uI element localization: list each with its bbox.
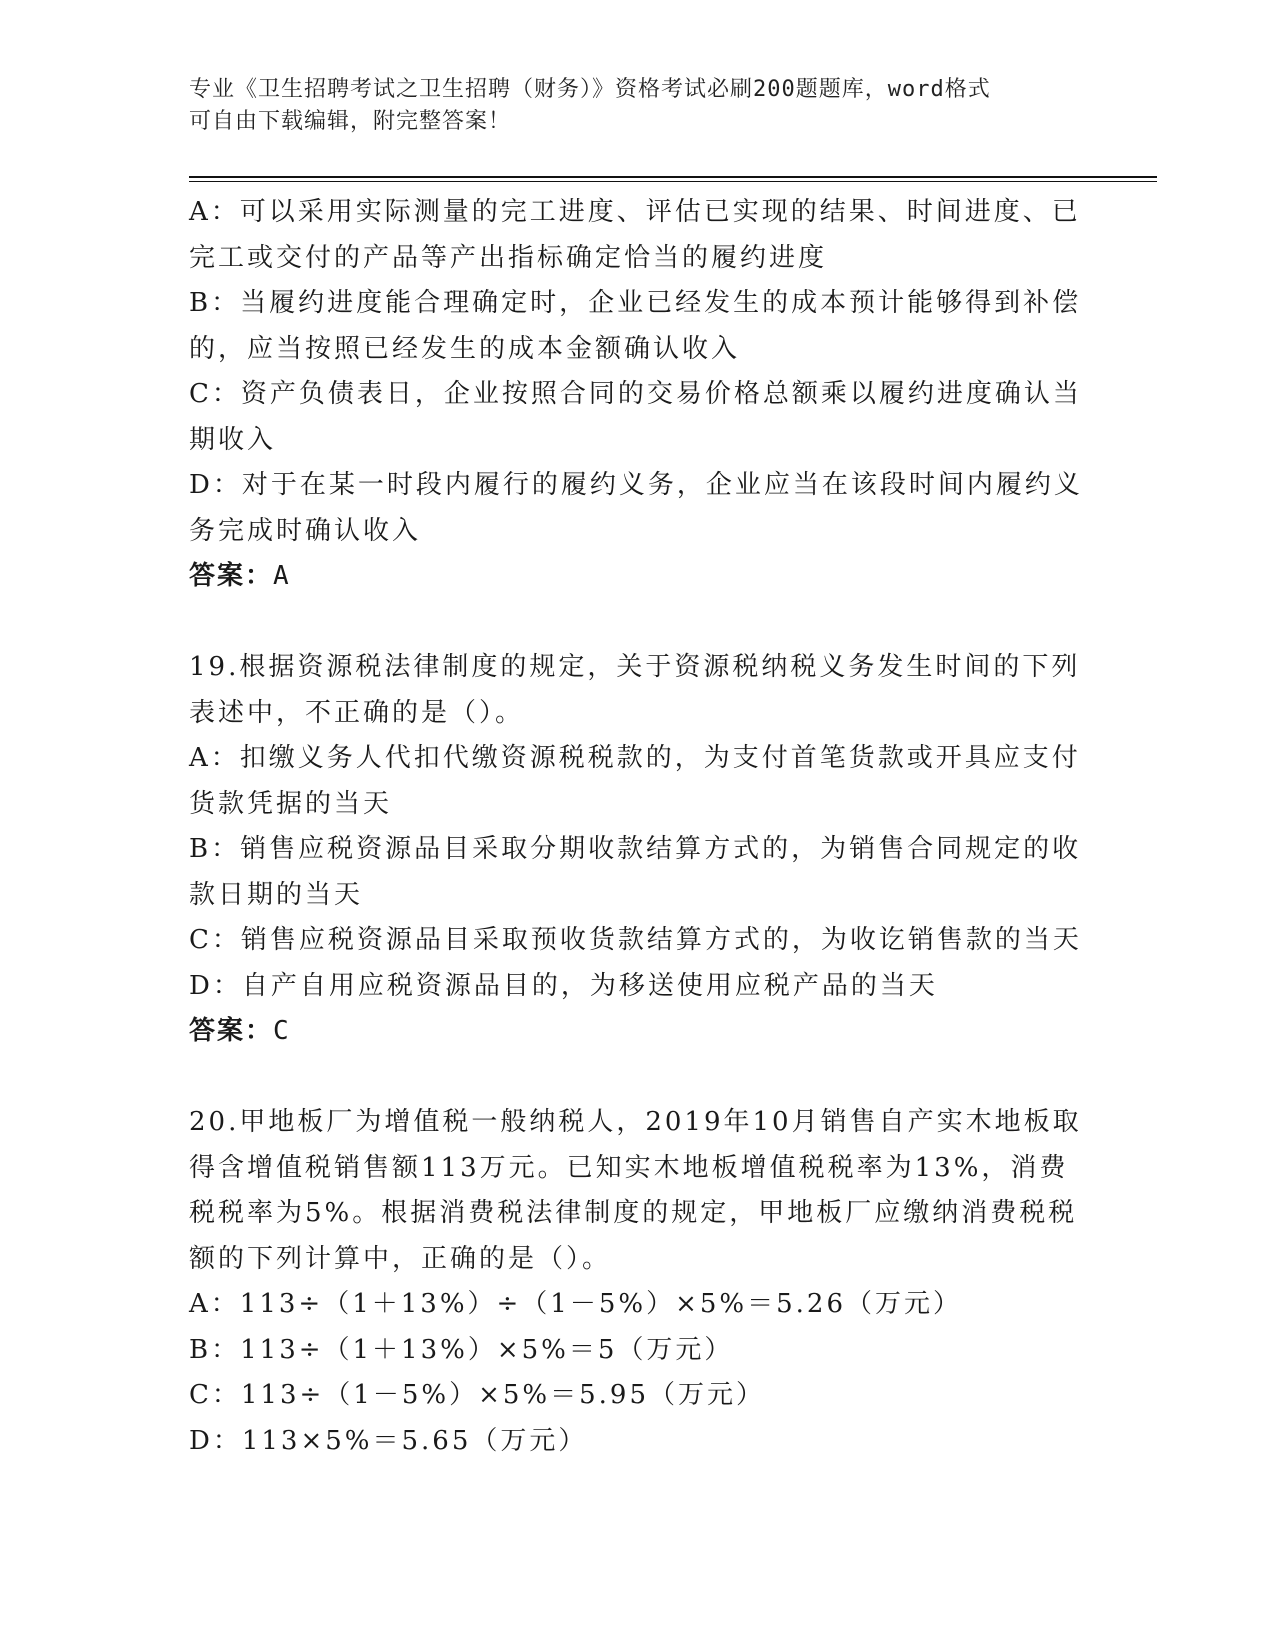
option-b-line-2: 款日期的当天 (189, 879, 364, 910)
option-b-line-1: B：113÷（1＋13%）×5%＝5（万元） (189, 1334, 734, 1365)
option-d-line-1: D：对于在某一时段内履行的履约义务，企业应当在该段时间内履约义 (189, 470, 1083, 500)
option-d-line-1: D：113×5%＝5.65（万元） (189, 1425, 588, 1456)
option-d-line-1: D：自产自用应税资源品目的，为移送使用应税产品的当天 (189, 970, 938, 1001)
document-header (189, 74, 1069, 138)
option-a-line-2: 完工或交付的产品等产出指标确定恰当的履约进度 (189, 242, 828, 273)
answer-value: C (273, 1016, 291, 1046)
answer-label: 答案： (189, 561, 274, 591)
question-18 (189, 190, 1083, 600)
header-rule-thick (189, 176, 1157, 178)
header-rule-thin (189, 181, 1157, 182)
question-19 (189, 645, 1082, 1055)
option-c-line-2: 期收入 (189, 424, 277, 455)
option-c-line-1: C：113÷（1－5%）×5%＝5.95（万元） (189, 1380, 766, 1410)
question-content (189, 190, 1083, 1464)
question-stem-line-2: 表述中，不正确的是（）。 (189, 697, 525, 728)
header-line-1: 专业《卫生招聘考试之卫生招聘（财务）》资格考试必刷200题题库，word格式 (189, 77, 991, 102)
option-a-line-1: A：113÷（1＋13%）÷（1－5%）×5%＝5.26（万元） (189, 1289, 963, 1319)
question-20 (189, 1100, 1082, 1464)
option-d-line-2: 务完成时确认收入 (189, 515, 422, 546)
option-b-line-1: B：当履约进度能合理确定时，企业已经发生的成本预计能够得到补偿 (189, 288, 1082, 318)
option-b-line-1: B：销售应税资源品目采取分期收款结算方式的，为销售合同规定的收 (189, 834, 1082, 864)
option-a-line-2: 货款凭据的当天 (189, 788, 393, 819)
answer-value: A (273, 561, 291, 591)
question-stem-line-1: 20.甲地板厂为增值税一般纳税人，2019年10月销售自产实木地板取 (189, 1107, 1082, 1137)
option-a-line-1: A：扣缴义务人代扣代缴资源税税款的，为支付首笔货款或开具应支付 (189, 743, 1081, 773)
question-stem-line-1: 19.根据资源税法律制度的规定，关于资源税纳税义务发生时间的下列 (189, 652, 1081, 682)
answer-line (189, 554, 1079, 600)
question-spacer (189, 600, 1079, 646)
option-c-line-1: C：销售应税资源品目采取预收货款结算方式的，为收讫销售款的当天 (189, 925, 1082, 955)
header-line-2: 可自由下载编辑，附完整答案！ (189, 109, 512, 134)
question-spacer (189, 1055, 1079, 1101)
option-c-line-1: C：资产负债表日，企业按照合同的交易价格总额乘以履约进度确认当 (189, 379, 1082, 409)
option-a-line-1: A：可以采用实际测量的完工进度、评估已实现的结果、时间进度、已 (189, 197, 1081, 227)
question-stem-line-3: 税税率为5%。根据消费税法律制度的规定，甲地板厂应缴纳消费税税 (189, 1198, 1078, 1228)
question-stem-line-4: 额的下列计算中，正确的是（）。 (189, 1243, 612, 1274)
question-stem-line-2: 得含增值税销售额113万元。已知实木地板增值税税率为13%，消费 (189, 1152, 1069, 1183)
answer-line (189, 1009, 1079, 1055)
answer-label: 答案： (189, 1016, 274, 1046)
option-b-line-2: 的，应当按照已经发生的成本金额确认收入 (189, 333, 741, 364)
